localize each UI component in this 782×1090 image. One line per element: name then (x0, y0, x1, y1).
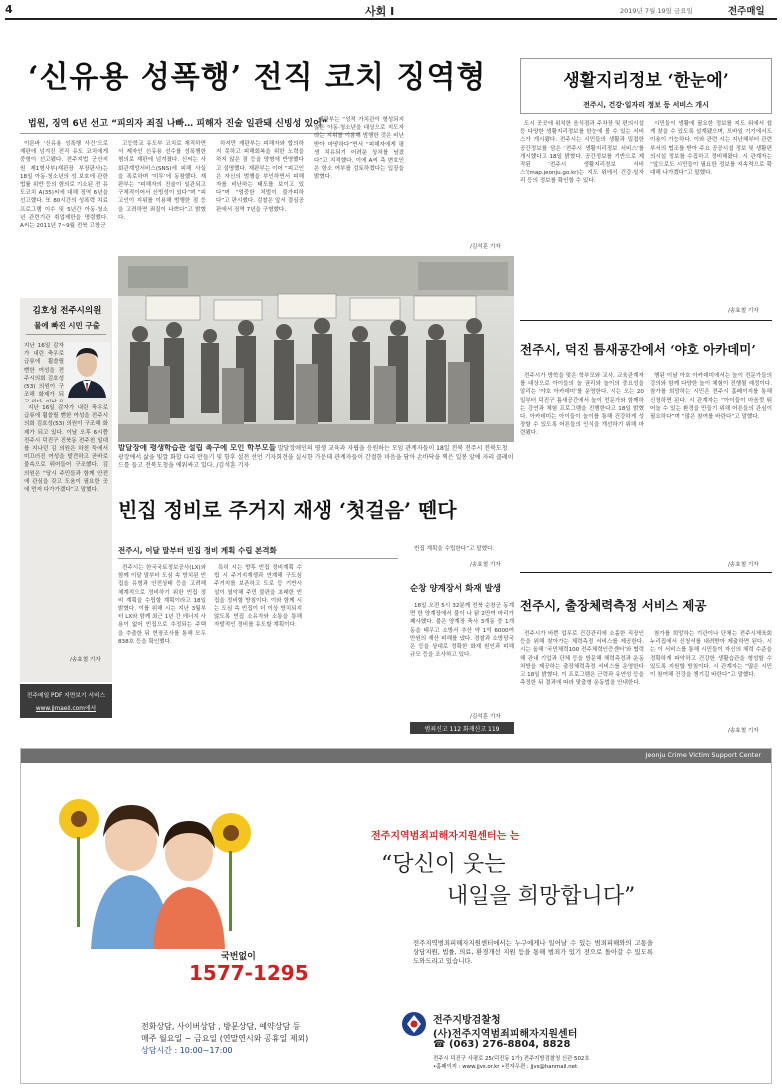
housing-col-2: 특히 시는 향후 빈집 정비계획 수립 시 주거지재생과 연계해 구도심 주거지를 보존하고 도로 등 기반시설이 열악해 주민 불편을 초래한 빈집을 정비할 방침이다. 이와 함께 시는 도심 속 빈집이 더 이상 방치되지 않도록 빈집 소유자와 소통을 통해 자발적인 정비를 유도할 계획이다. (214, 565, 302, 629)
pdf-promo-text: 전주매일 PDF 지면보기 서비스 (26, 693, 106, 699)
travel-col-1: 전주시가 바쁜 업무로 건강관리에 소홀한 직장인 등을 위해 찾아가는 체력측정 서비스를 제공한다. 시는 올해 ‘국민체력100 전주체력인증센터’와 협력해 관내 기업과 단체 등을 방문해 체력측정과 운동처방을 제공하는 출장체력측정 서비스를 운영한다고 18일 밝혔다. 이 프로그램은 근력과 유연성 등을 측정한 뒤 결과에 따라 맞춤형 운동법을 안내한다. (520, 631, 644, 687)
column-text-cont: 지난 16일 감자가 내린 축우로 급류에 휩쓸릴 뻔한 여성을 전주시의회 김호성(53) 의원이 구조해 화제가 되고 있다. 이날 오후 6시쯤 전주시 덕진구 진북동 전주천 일대를 지나던 김 의원은 하천 둑에서 미끄러진 여성을 발견하고 곧바로 물속으로 뛰어들어 구조했다. 김 의원은 “당시 주민들과 함께 안전에 관심을 갖고 도움이 필요한 곳에 먼저 다가가겠다”고 말했다. (24, 405, 108, 494)
fire-byline: /김석훈 기자 (470, 714, 501, 720)
academy-byline: /송효철 기자 (728, 562, 759, 568)
housing-divider (118, 558, 398, 559)
ad-banner: Jeonju Crime Victim Support Center (645, 751, 761, 759)
column-byline: /송효철 기자 (70, 657, 101, 663)
ad-slogan-1: “당신이 웃는 (381, 852, 506, 877)
lead-subhead: 법원, 징역 6년 선고 “피의자 죄질 나빠… 피해자 진술 일관돼 신빙성 있어” (28, 119, 328, 129)
fire-headline: 순창 양계장서 화재 발생 (410, 584, 501, 594)
housing-col-1: 전주시는 한국국토정보공사(LX)와 함께 이달 말부터 도심 속 방치된 빈집을 유형과 안전상태 등을 고려해 체계적으로 정비하기 위한 빈집 정비 계획을 수립할 계획이라고 18일 밝혔다. 이를 위해 시는 지난 3월부터 LX와 함께 최근 1년 간 에너지 사용이 없어 빈집으로 추정되는 주택을 추출한 뒤 현장조사를 통해 모두 838호 등을 확인했다. (118, 565, 206, 645)
column-subtitle: 물에 빠진 시민 구출 (34, 321, 100, 330)
ad-org-intro: 전주지역범죄피해자지원센터는 는 (371, 831, 520, 842)
academy-headline: 전주시, 덕진 틈새공간에서 ‘야호 아카데미’ (520, 342, 756, 357)
header-rule (5, 18, 777, 20)
lead-divider (20, 133, 360, 134)
photo-caption (118, 444, 514, 488)
ad-org-2: (사)전주지역범죄피해자지원센터 (433, 1029, 578, 1040)
living-subhead: 전주시, 건강·일자리 정보 등 서비스 개시 (583, 101, 709, 109)
ad-tel: ☎ (063) 276-8804, 8828 (433, 1039, 571, 1050)
academy-col-2: 행된 이날 아호 아카데미에서는 놀이 전문가들의 강의와 함께 다양한 놀이 체험이 진행될 예정이다. 참가를 희망하는 시민은 전주시 홈페이지를 통해 신청하면 된다. 시 관계자는 “아이들이 마음껏 뛰어놀 수 있는 환경을 만들기 위해 어른들의 관심이 필요하다”며 “많은 참여를 바란다”고 말했다. (650, 373, 772, 421)
caption-byline: /김석훈 기자 (216, 462, 250, 470)
ad-address: 전주시 덕진구 사평로 25(덕진동 1가) 전주지방검찰청 신관 502호 (433, 1056, 590, 1062)
ad-homepage[interactable]: •홈페이지 : www.jjvs.or.kr •전자우편 : jjvs@hanmail.net (433, 1064, 578, 1070)
ad-description: 전주지역범죄피해자지원센터에서는 누구에게나 일어날 수 있는 범죄피해와의 고통을 상담지원, 법률, 의료, 환경개선 지원 등을 통해 범죄가 있기 전으로 돌아갈 수 있도록 도와드리고 있습니다. (413, 939, 653, 965)
column-title: 김호성 전주시의원 (32, 306, 102, 316)
section-label: 사회 Ⅰ (365, 5, 395, 18)
hotline-number: 1577-1295 (189, 961, 309, 985)
lead-col-4: 재판부는 “성적 가치관이 형성되지 않은 아동·청소년을 대상으로 지도자라는 지위를 이용해 범행한 것은 비난받아 마땅하다”면서 “피해자에게 평생 치유되기 어려운 상처를 남겼다”고 지적했다. 이에 A씨 측 변호인은 항소 여부를 검토하겠다는 입장을 밝혔다. (314, 117, 404, 181)
academy-col-1: 전주시가 방학을 맞은 학부모와 교사, 교육관계자를 대상으로 아이들의 놀 권리와 놀이의 중요성을 알리는 ‘야호 아카데미’를 운영한다. 시는 오는 20일부터 덕진구 틈새공간에서 놀이 전문가와 함께하는 강연과 체험 프로그램을 진행한다고 18일 밝혔다. 아카데미는 아이들이 놀이를 통해 건강하게 성장할 수 있도록 어른들의 인식을 개선하기 위해 마련됐다. (520, 373, 644, 437)
lead-col-1: 이른바 ‘신유용 성폭행 사건’으로 재판에 넘겨진 전직 유도 코치에게 중형이 선고됐다. 전주지법 군산지원 제1형사부(재판장 부장판사)는 18일 아동·청소년의 성 보호에 관한 법률 위반 등의 혐의로 기소된 전 유도코치 A(35)씨에 대해 징역 6년을 선고했다. 또 80시간의 성폭력 치료프로그램 이수 및 5년간 아동·청소년 관련기관 취업제한을 명령했다. A씨는 2011년 7~9월 전북 고창군 (20, 141, 108, 230)
masthead: 전주매일 (728, 6, 765, 17)
toll-free-label: 국번없이 (221, 952, 256, 962)
lead-headline: ‘신유용 성폭행’ 전직 코치 징역형 (28, 60, 487, 95)
lead-byline: /김석훈 기자 (470, 244, 501, 250)
living-headline: 생활지리정보 ‘한눈에’ (563, 71, 729, 91)
consult-line-1: 전화상담, 사이버상담 , 방문상담, 예약상담 등 (141, 1022, 301, 1031)
page-number: 4 (5, 3, 13, 16)
living-rule (520, 320, 772, 321)
travel-headline: 전주시, 출장체력측정 서비스 제공 (520, 598, 707, 613)
fire-text: 18일 오전 5시 32분께 전북 순창군 동계면 한 양계장에서 불이 나 닭 2만여 마리가 폐사했다. 불은 양계장 축사 3개동 중 1개동을 태우고 소방서 추산 약 1억 6000여만원의 재산 피해를 냈다. 경찰과 소방당국은 등을 상대로 정확한 화재 원인과 피해 규모 등을 조사하고 있다. (410, 603, 514, 659)
caption-text: 발달장애인의 평생 교육과 자립을 응원하는 모임 관계자들이 18일 전북 전주시 전북도청 광장에서 삶을 빛깔 화합 다리 만들기 및 항후 설전 선언 기자회견을 실시한 가운데 관계자들이 간절한 마음을 담아 손바닥을 찍은 일봉 앞에 자리 클레이드를 들고 전북도청을 에워싸고 있다. (118, 445, 514, 470)
housing-byline: /송효철 기자 (470, 562, 501, 568)
housing-col-3: 빈집 계획을 수립한다”고 말했다. (414, 546, 495, 552)
travel-col-2: 참가를 희망하는 기관이나 단체는 전주시체육회 누리집에서 신청서를 내려받아 제출하면 된다. 시는 이 서비스를 통해 시민들이 자신의 체력 수준을 정확하게 파악하고 건강한 생활습관을 형성할 수 있도록 지원할 방침이다. 시 관계자는 “많은 시민이 참여해 건강을 챙기길 바란다”고 말했다. (650, 631, 772, 679)
consult-line-2: 매주 월요일 ~ 금요일 (연말연시와 공휴일 제외) (141, 1034, 309, 1043)
living-col-1: 도시 곳곳에 위치한 음식점과 주차장 및 편의시설 등 다양한 생활지리정보를 한눈에 볼 수 있는 서비스가 개시됐다. 전주시는 시민들의 생활과 밀접한 공간정보를 담은 ‘전주시 생활지리정보 서비스’를 개시했다고 18일 밝혔다. 공간정보를 기반으로 제작된 ‘전주시 생활지리정보 서비스’(map.jeonju.go.kr)는 지도 위에서 건강·일자리 등의 정보를 확인할 수 있다. (520, 121, 644, 185)
living-byline: /송효철 기자 (728, 308, 759, 314)
rally-photo (118, 256, 514, 442)
lead-col-3: 하지만 재판부는 피해자와 합의하지 못하고 피해회복을 위한 노력을 하지 않은 점 등을 양형에 반영했다고 설명했다. 재판부는 이어 “피고인은 자신의 범행을 부인하면서 피해자를 비난하는 태도를 보이고 있다”며 “엄중한 처벌이 불가피하다”고 판시했다. 검찰은 앞서 결심공판에서 징역 7년을 구형했다. (216, 141, 304, 213)
consult-line-3: 상담시간 : 10:00~17:00 (141, 1046, 233, 1055)
pdf-promo-link[interactable]: www.jjmaeil.com에서 (35, 706, 97, 712)
issue-date: 2019년 7월 19일 금요일 (620, 7, 693, 15)
living-col-2: 시민들이 생활에 필요한 정보를 지도 위에서 쉽게 찾을 수 있도록 설계됐으며, 모바일 기기에서도 이용이 가능하다. 이와 관련 시는 지난해부터 관련 부서의 협조를 받아 주요 공공시설 정보 및 생활편의시설 정보를 수집하고 정비해왔다. 시 관계자는 “앞으로도 시민들이 필요한 정보를 지속적으로 확대해 나가겠다”고 말했다. (650, 121, 772, 177)
travel-byline: /송효철 기자 (728, 728, 759, 734)
prosecution-logo (401, 1011, 427, 1037)
victim-support-ad (20, 748, 772, 1084)
caption-bold: 발달장애 평생학습관 설립 촉구에 모인 학부모들 (118, 444, 276, 452)
column-text: 지난 16일 감자가 내린 축우로 급류에 휩쓸릴 뻔한 여성을 전주시의회 김호성(53) 의원이 구조해 화제가 되 (24, 343, 64, 399)
lead-col-2: 고등학교 유도부 코치로 재직하면서 제자인 신유용 선수를 성폭행한 혐의로 재판에 넘겨졌다. 신씨는 사회관계망서비스(SNS)에 피해 사실을 폭로하며 ‘미투’에 동참했다. 재판부는 “피해자의 진술이 일관되고 구체적이어서 신빙성이 있다”며 “피고인이 지위를 이용해 범행한 점 등을 고려하면 죄질이 나쁘다”고 밝혔다. (118, 141, 206, 221)
emergency-hotline: 범죄신고 112 화재신고 119 (424, 726, 500, 733)
academy-rule (520, 572, 772, 573)
kids-photo (51, 779, 261, 949)
ad-org-1: 전주지방검찰청 (433, 1015, 501, 1026)
ad-slogan-2: 내일을 희망합니다” (447, 884, 636, 909)
column-divider (26, 334, 106, 335)
housing-subhead: 전주시, 이달 말부터 빈집 정비 계획 수립 본격화 (118, 546, 277, 555)
housing-headline: 빈집 정비로 주거지 재생 ‘첫걸음’ 뗀다 (118, 498, 457, 522)
